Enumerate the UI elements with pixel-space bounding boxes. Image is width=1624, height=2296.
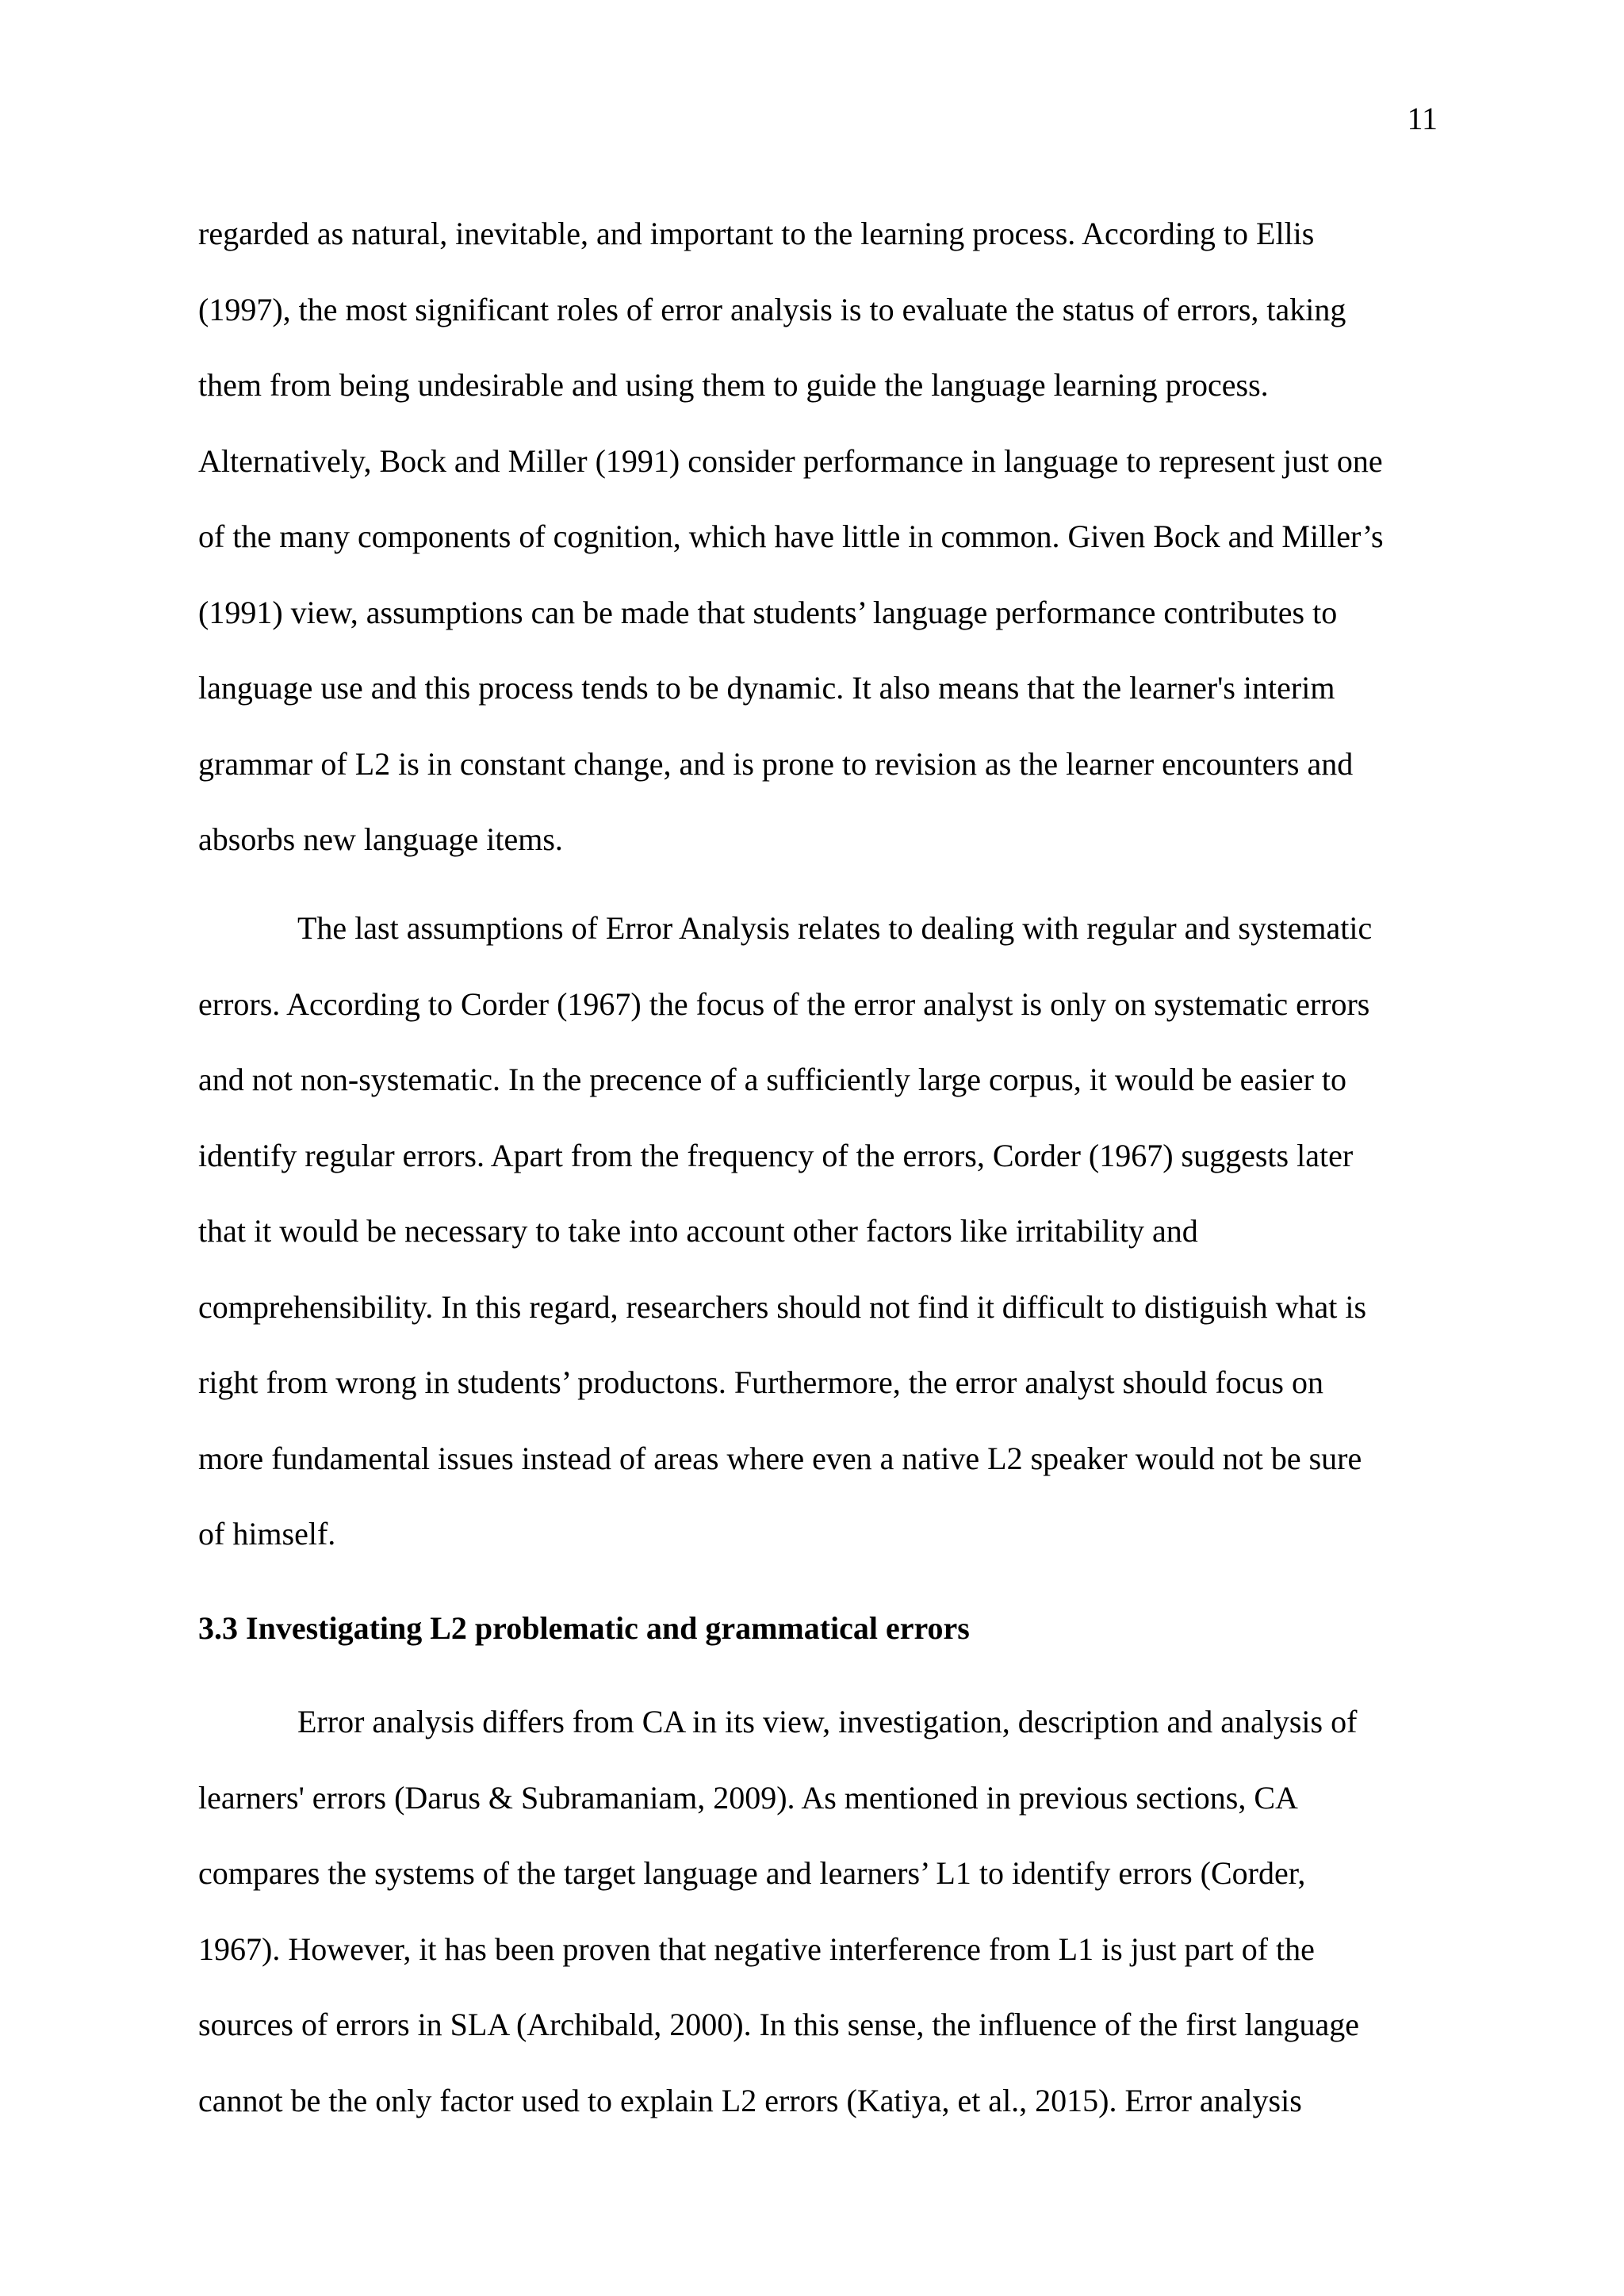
- paragraph-line: that it would be necessary to take into account other factors like irritability and: [198, 1213, 1198, 1249]
- paragraph-line: (1991) view, assumptions can be made that students’ language performance contributes to: [198, 594, 1338, 630]
- paragraph-line: and not non-systematic. In the precence of a sufficiently large corpus, it would be easier to: [198, 1062, 1347, 1097]
- paragraph-2: [198, 890, 1443, 1572]
- paragraph-line: compares the systems of the target language and learners’ L1 to identify errors (Corder,: [198, 1855, 1306, 1891]
- paragraph-line: Error analysis differs from CA in its view, investigation, description and analysis of: [297, 1704, 1358, 1739]
- page-number: 11: [1407, 101, 1438, 136]
- paragraph-line: right from wrong in students’ productons. Furthermore, the error analyst should focus on: [198, 1364, 1323, 1400]
- paragraph-line: The last assumptions of Error Analysis relates to dealing with regular and systematic: [297, 910, 1373, 946]
- paragraph-line: (1997), the most significant roles of error analysis is to evaluate the status of errors, taking: [198, 291, 1346, 327]
- paragraph-line: sources of errors in SLA (Archibald, 2000). In this sense, the influence of the first language: [198, 2007, 1360, 2042]
- paragraph-line: cannot be the only factor used to explain L2 errors (Katiya, et al., 2015). Error analysis: [198, 2082, 1302, 2118]
- paragraph-line: language use and this process tends to be dynamic. It also means that the learner's interim: [198, 670, 1335, 706]
- paragraph-line: comprehensibility. In this regard, researchers should not find it difficult to distiguish what is: [198, 1288, 1367, 1325]
- paragraph-line: grammar of L2 is in constant change, and is prone to revision as the learner encounters and: [198, 745, 1354, 782]
- paragraph-line: regarded as natural, inevitable, and important to the learning process. According to Ellis: [198, 216, 1315, 251]
- paragraph-line: learners' errors (Darus & Subramaniam, 2009). As mentioned in previous sections, CA: [198, 1779, 1298, 1816]
- paragraph-line: of himself.: [198, 1516, 336, 1552]
- paragraph-line: more fundamental issues instead of areas where even a native L2 speaker would not be sure: [198, 1440, 1362, 1476]
- paragraph-line: 1967). However, it has been proven that negative interference from L1 is just part of the: [198, 1931, 1315, 1967]
- paragraph-line: absorbs new language items.: [198, 821, 563, 857]
- paragraph-line: errors. According to Corder (1967) the focus of the error analyst is only on systematic errors: [198, 985, 1370, 1022]
- paragraph-line: identify regular errors. Apart from the frequency of the errors, Corder (1967) suggests later: [198, 1137, 1354, 1173]
- paragraph-line: of the many components of cognition, which have little in common. Given Bock and Miller’s: [198, 519, 1384, 554]
- section-heading: 3.3 Investigating L2 problematic and grammatical errors: [198, 1610, 970, 1646]
- paragraph-1: [198, 196, 1443, 878]
- paragraph-line: Alternatively, Bock and Miller (1991) consider performance in language to represent just one: [198, 442, 1383, 479]
- paragraph-3: [198, 1684, 1443, 2138]
- paragraph-line: them from being undesirable and using them to guide the language learning process.: [198, 367, 1269, 403]
